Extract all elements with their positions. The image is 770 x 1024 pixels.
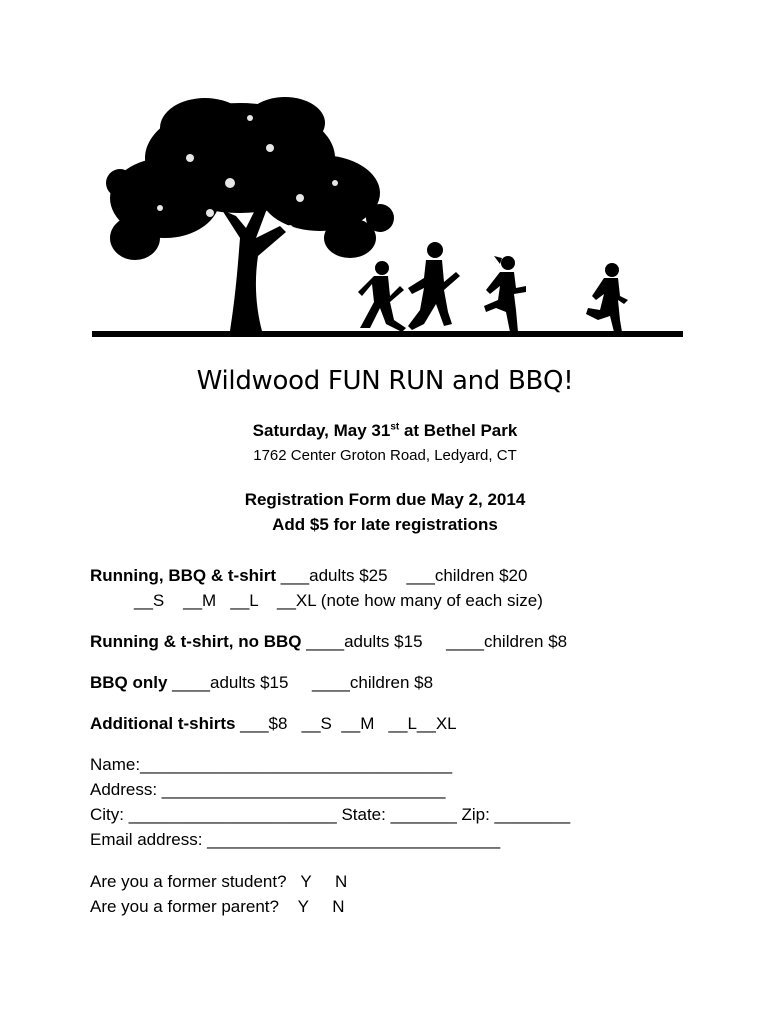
former-parent-question[interactable]: Are you a former parent? Y N: [90, 897, 345, 916]
ground-line: [92, 331, 683, 337]
runner-2-icon: [408, 242, 460, 330]
late-fee-note: Add $5 for late registrations: [272, 515, 498, 534]
email-field[interactable]: Email address: _______________________________: [90, 830, 501, 849]
option-bbq-only[interactable]: BBQ only ____adults $15 ____children $8: [90, 673, 434, 692]
runner-4-icon: [586, 263, 628, 332]
option-running-tshirt-no-bbq[interactable]: Running & t-shirt, no BBQ ____adults $15 ____children $8: [90, 632, 568, 651]
option-running-bbq-tshirt[interactable]: Running, BBQ & t-shirt ___adults $25 ___children $20: [90, 566, 528, 585]
runner-1-icon: [358, 261, 406, 332]
former-student-question[interactable]: Are you a former student? Y N: [90, 872, 348, 891]
name-field[interactable]: Name:_________________________________: [90, 755, 453, 774]
event-title: Wildwood FUN RUN and BBQ!: [196, 366, 574, 396]
tree-trunk-icon: [222, 200, 286, 331]
tree-and-runners-illustration: [90, 88, 685, 348]
registration-due: Registration Form due May 2, 2014: [244, 490, 526, 509]
address-field[interactable]: Address: ______________________________: [90, 780, 446, 799]
option-tshirt-sizes[interactable]: __S __M __L __XL (note how many of each size): [134, 591, 543, 610]
event-date: Saturday, May 31st at Bethel Park: [252, 421, 518, 440]
option-additional-tshirts[interactable]: Additional t-shirts ___$8 __S __M __L__XL: [90, 714, 457, 733]
event-address: 1762 Center Groton Road, Ledyard, CT: [253, 447, 517, 464]
runner-3-icon: [484, 256, 526, 332]
city-state-zip-field[interactable]: City: ______________________ State: _______ Zip: ________: [90, 805, 571, 824]
